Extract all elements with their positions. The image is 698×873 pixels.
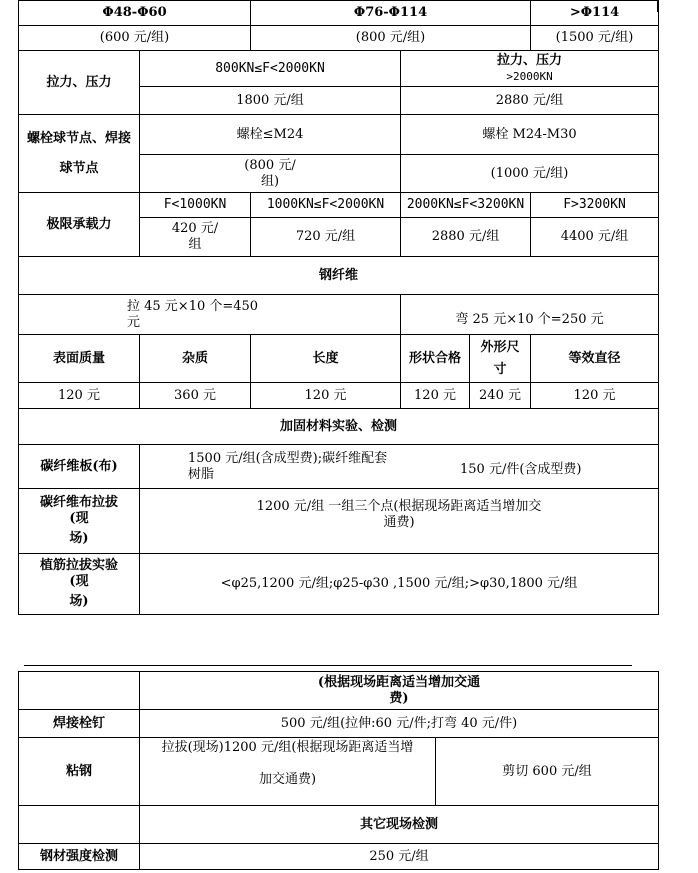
price-cell: (600 元/组) [19, 26, 251, 51]
table-row [19, 335, 659, 383]
steel-strength-label: 钢材强度检测 [19, 844, 140, 870]
price-cell: 120 元 [19, 383, 140, 409]
price-line: 组) [260, 173, 280, 189]
quality-header [470, 335, 531, 383]
tension-range: 800KN≤F<2000KN [140, 51, 401, 87]
quality-header-line: 寸 [493, 361, 507, 377]
carbon-plate-label: 碳纤维板(布) [19, 445, 140, 489]
pull-price-line: 元 [127, 314, 141, 330]
carbon-pull-value [140, 489, 659, 554]
price-table-continued [18, 671, 659, 870]
carbon-pull-label-line: 碳纤维布拉拔 [39, 495, 118, 510]
table-row [19, 806, 659, 844]
carbon-plate-value [140, 445, 659, 489]
table-row [19, 489, 659, 554]
table-row [19, 844, 659, 870]
rebar-label [19, 554, 140, 615]
empty-label-cell [19, 806, 140, 844]
table-row [19, 26, 659, 51]
carbon-pull-line: 通费) [383, 515, 415, 530]
weld-stud-value: 500 元/组(拉伸:60 元/件;打弯 40 元/件) [140, 710, 659, 738]
section-heading: 其它现场检测 [140, 806, 659, 844]
price-cell: 2880 元/组 [401, 218, 531, 257]
price-cell: (1500 元/组) [531, 26, 659, 51]
quality-header-line: 外形尺 [480, 339, 520, 355]
quality-header: 等效直径 [531, 335, 659, 383]
rebar-value: <φ25,1200 元/组;φ25-φ30 ,1500 元/组;>φ30,1800 元/组 [140, 554, 659, 615]
carbon-plate-line: 树脂 [188, 466, 215, 482]
force-range: 2000KN≤F<3200KN [401, 193, 531, 218]
carbon-pull-label-line: 场) [69, 531, 89, 546]
bend-price-cell: 弯 25 元×10 个=250 元 [401, 295, 659, 335]
price-cell: 2880 元/组 [401, 87, 659, 115]
bonded-steel-line: 拉拔(现场)1200 元/组(根据现场距离适当增 [161, 740, 414, 755]
quality-header: 表面质量 [19, 335, 140, 383]
rebar-label-line: (现 [69, 574, 89, 589]
bolt-range: 螺栓 M24-M30 [401, 115, 659, 155]
quality-header: 杂质 [140, 335, 251, 383]
table-row [19, 710, 659, 738]
empty-label-cell [19, 672, 140, 710]
quality-header: 形状合格 [401, 335, 470, 383]
force-range: F<1000KN [140, 193, 251, 218]
price-cell: 720 元/组 [251, 218, 401, 257]
bolt-range: 螺栓≤M24 [140, 115, 401, 155]
bolt-ball-label [19, 115, 140, 193]
section-heading: 钢纤维 [19, 257, 659, 295]
table-row [19, 445, 659, 489]
pull-price-cell [19, 295, 401, 335]
tension-label: 拉力、压力 [19, 51, 140, 115]
price-cell: 360 元 [140, 383, 251, 409]
force-range: 1000KN≤F<2000KN [251, 193, 401, 218]
carbon-pull-label [19, 489, 140, 554]
bonded-steel-line: 加交通费) [258, 772, 317, 787]
table-row [19, 554, 659, 615]
travel-fee-line: (根据现场距离适当增加交通 [317, 674, 481, 690]
table-row [19, 672, 659, 710]
ultimate-label: 极限承载力 [19, 193, 140, 257]
section-heading: 加固材料实验、检测 [19, 409, 659, 445]
price-cell: 120 元 [531, 383, 659, 409]
rebar-label-line: 植筋拉拔实验 [39, 558, 118, 573]
price-cell [140, 155, 401, 193]
price-cell: (800 元/组) [251, 26, 531, 51]
size-cell: Φ48-Φ60 [19, 1, 251, 26]
bonded-steel-shear: 剪切 600 元/组 [436, 738, 659, 806]
price-cell: 240 元 [470, 383, 531, 409]
rebar-label-line: 场) [69, 594, 89, 609]
price-line: 420 元/ [171, 221, 219, 236]
table-row [19, 51, 659, 87]
bonded-steel-label: 粘钢 [19, 738, 140, 806]
pull-price-line: 拉 45 元×10 个=450 [127, 298, 259, 314]
price-cell: 1800 元/组 [140, 87, 401, 115]
page-break-line [24, 665, 632, 666]
price-cell: 4400 元/组 [531, 218, 659, 257]
table-row [19, 257, 659, 295]
price-table-main [18, 0, 659, 615]
price-cell: (1000 元/组) [401, 155, 659, 193]
table-row [19, 193, 659, 218]
price-cell [140, 218, 251, 257]
size-cell: >Φ114 [531, 1, 659, 26]
bonded-steel-pull [140, 738, 436, 806]
table-row [19, 1, 659, 26]
tension-range-high-a: 拉力、压力 [497, 52, 563, 68]
carbon-pull-line: 1200 元/组 一组三个点(根据现场距离适当增加交 [256, 499, 542, 514]
price-cell: 120 元 [401, 383, 470, 409]
bolt-ball-label-b: 球节点 [59, 160, 99, 176]
table-row [19, 295, 659, 335]
table-row [19, 383, 659, 409]
table-row [19, 409, 659, 445]
tension-range-high-b: >2000KN [506, 69, 553, 83]
force-range: F>3200KN [531, 193, 659, 218]
steel-strength-value: 250 元/组 [140, 844, 659, 870]
price-cell: 120 元 [251, 383, 401, 409]
carbon-plate-line: 1500 元/组(含成型费);碳纤维配套 [188, 450, 388, 466]
carbon-plate-price: 150 元/件(含成型费) [460, 462, 582, 477]
price-line: (800 元/ [244, 157, 296, 173]
size-cell: Φ76-Φ114 [251, 1, 531, 26]
table-row [19, 115, 659, 155]
carbon-pull-label-line: (现 [69, 511, 89, 526]
weld-stud-label: 焊接栓钉 [19, 710, 140, 738]
price-line: 组 [188, 237, 202, 252]
quality-header: 长度 [251, 335, 401, 383]
bolt-ball-label-a: 螺栓球节点、焊接 [26, 130, 131, 146]
table-row [19, 738, 659, 806]
travel-fee-note [140, 672, 659, 710]
tension-range-high [401, 51, 659, 87]
travel-fee-line: 费) [389, 690, 409, 706]
